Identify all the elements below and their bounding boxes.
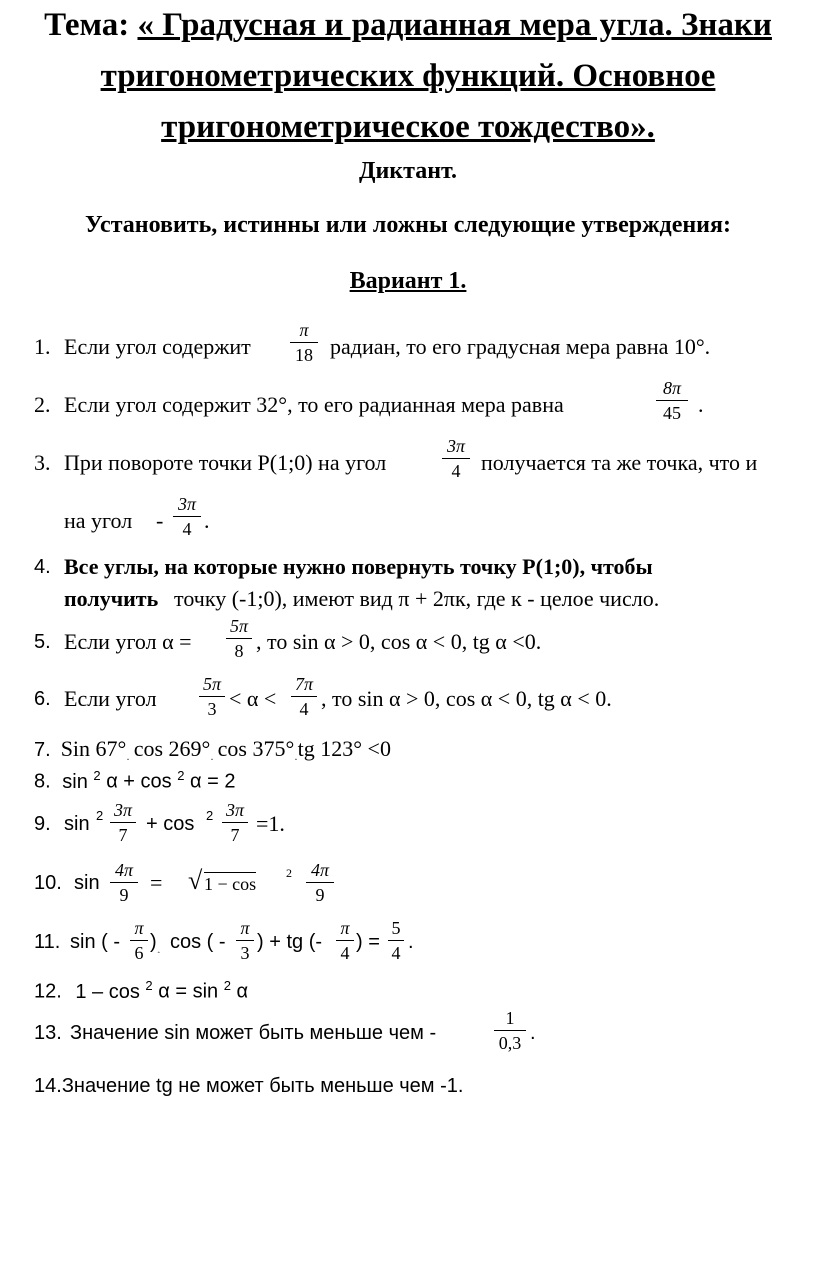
fraction: π 18 xyxy=(290,320,318,365)
item-number: 4. xyxy=(34,556,51,578)
multiply-dot: ˰ xyxy=(294,750,298,761)
item-number: 3. xyxy=(34,450,51,475)
fraction: 4π 9 xyxy=(306,860,334,905)
fraction: 5 4 xyxy=(388,918,404,963)
list-item-12: 12. 1 – cos $^2$ α = sin $^2$ α xyxy=(34,978,249,1003)
item-number: 8. xyxy=(34,770,51,793)
item-text: Если угол xyxy=(64,686,157,711)
item-text: Если угол содержит 32°, то его радианная мера равна xyxy=(64,392,564,417)
title-line-3: тригонометрическое тождество». xyxy=(161,109,655,145)
item-number: 13. xyxy=(34,1022,62,1044)
item-number: 11. xyxy=(34,931,61,953)
list-item-7: 7. Sin 67°˰ cos 269°˰ cos 375°˰tg 123° <0 xyxy=(34,736,391,761)
list-item-11: 11. sin ( - π 6 ) $_˰$ cos ( - π 3 ) + tg (- π 4 ) = 5 4 . xyxy=(34,918,414,963)
item-text: Если угол α = xyxy=(64,629,192,654)
fraction: 8π 45 xyxy=(656,378,688,423)
item-text: . xyxy=(698,392,704,417)
item-number: 7. xyxy=(34,739,51,761)
item-text: < α < xyxy=(229,686,277,711)
item-number: 12. xyxy=(34,980,62,1003)
item-text: на угол xyxy=(64,508,133,533)
item-number: 5. xyxy=(34,631,51,653)
variant-heading: Вариант 1. xyxy=(349,268,467,294)
fraction: π 3 xyxy=(236,918,254,963)
subtitle: Диктант. xyxy=(358,158,458,184)
item-text: Значение tg не может быть меньше чем -1. xyxy=(61,1075,464,1097)
multiply-dot: ˰ xyxy=(157,943,161,954)
minus-sign: - xyxy=(156,508,164,533)
title-line-2: тригонометрических функций. Основное xyxy=(100,58,716,94)
fraction: 1 0,3 xyxy=(494,1008,526,1053)
fraction: 7π 4 xyxy=(291,674,317,719)
item-number: 2. xyxy=(34,392,51,417)
item-number: 10. xyxy=(34,872,62,894)
list-item-8: 8. sin $^2$ α + cos $^2$ α = 2 xyxy=(34,768,236,793)
title-prefix: Тема: xyxy=(44,7,130,43)
fraction: 5π 8 xyxy=(226,616,252,661)
fraction: 4π 9 xyxy=(110,860,138,905)
fraction: π 4 xyxy=(336,918,354,963)
item-text-bold: получить xyxy=(64,586,159,611)
multiply-dot: ˰ xyxy=(126,750,130,761)
fraction: 3π 4 xyxy=(442,436,470,481)
item-text: Если угол содержит xyxy=(64,334,251,359)
fraction: 5π 3 xyxy=(199,674,225,719)
instruction: Установить, истинны или ложны следующие утверждения: xyxy=(85,212,731,238)
title-text-1: « Градусная и радианная мера угла. Знаки xyxy=(137,7,772,43)
fraction: π 6 xyxy=(130,918,148,963)
item-text: получается та же точка, что и xyxy=(481,450,758,475)
fraction: 3π 7 xyxy=(222,800,248,845)
item-number: 6. xyxy=(34,688,51,710)
item-number: 9. xyxy=(34,813,51,835)
sqrt-sign: √ xyxy=(188,866,203,895)
item-text: , то sin α > 0, cos α < 0, tg α <0. xyxy=(256,629,542,654)
fraction: 3π 4 xyxy=(173,494,201,539)
item-text: , то sin α > 0, cos α < 0, tg α < 0. xyxy=(321,686,612,711)
item-text: . xyxy=(204,508,210,533)
item-text: точку (-1;0), имеют вид π + 2πк, где к - целое число. xyxy=(174,586,660,611)
item-number: 1. xyxy=(34,334,51,359)
item-text: радиан, то его градусная мера равна 10°. xyxy=(330,334,711,359)
fraction: 3π 7 xyxy=(110,800,136,845)
multiply-dot: ˰ xyxy=(210,750,214,761)
item-text-bold: Все углы, на которые нужно повернуть точку P(1;0), чтобы xyxy=(64,554,653,579)
item-text: При повороте точки P(1;0) на угол xyxy=(64,450,387,475)
item-number: 14. xyxy=(34,1075,62,1097)
list-item-14 xyxy=(34,1075,463,1098)
